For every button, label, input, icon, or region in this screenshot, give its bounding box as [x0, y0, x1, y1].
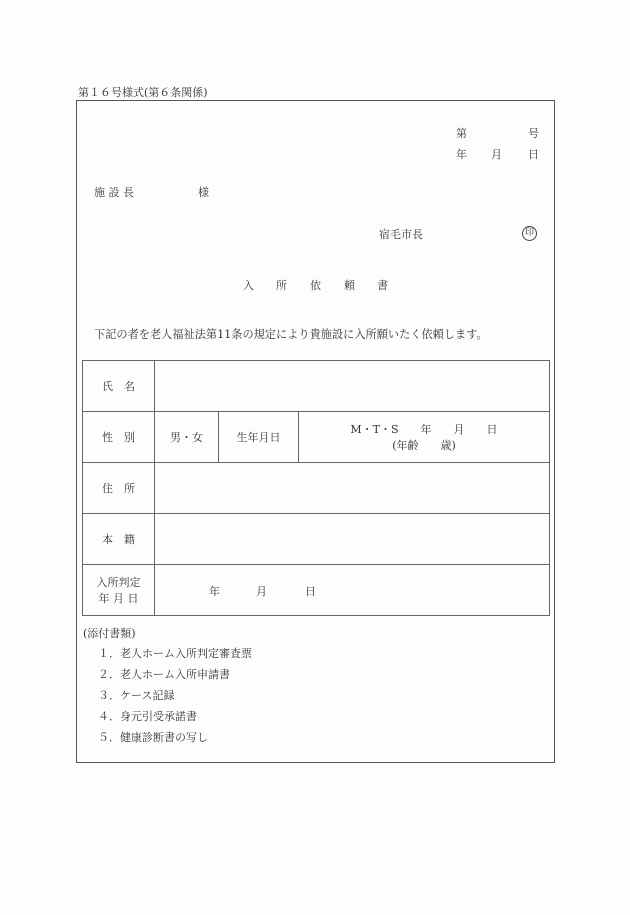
decision-month: 月 — [256, 585, 267, 598]
table-row-decision-date — [83, 565, 550, 616]
number-prefix: 第 — [456, 127, 467, 140]
addressee-honorific: 様 — [198, 186, 209, 199]
title-char-2: 所 — [276, 279, 287, 292]
date-day: 日 — [528, 148, 539, 161]
gender-options[interactable]: 男・女 — [155, 412, 219, 463]
table-row-domicile — [83, 514, 550, 565]
attachment-item: １．老人ホーム入所判定審査票 — [98, 647, 252, 660]
date-month: 月 — [491, 148, 502, 161]
gender-label: 性 別 — [83, 412, 155, 463]
domicile-field[interactable] — [155, 514, 550, 565]
domicile-label: 本 籍 — [83, 514, 155, 565]
birth-field[interactable] — [299, 412, 550, 463]
attachment-item: ３．ケース記録 — [98, 689, 175, 702]
attachment-item: ５．健康診断書の写し — [98, 731, 208, 744]
form-number: 第１６号様式(第６条関係) — [78, 86, 208, 99]
title-char-4: 頼 — [344, 279, 355, 292]
table-row-gender — [83, 412, 550, 463]
addressee-label: 施 設 長 — [94, 186, 134, 199]
decision-day: 日 — [305, 585, 316, 598]
date-year: 年 — [456, 148, 467, 161]
attachments-heading: (添付書類) — [83, 627, 136, 640]
seal-mark — [522, 225, 537, 241]
table-row-address — [83, 463, 550, 514]
name-label: 氏 名 — [83, 361, 155, 412]
decision-year: 年 — [209, 585, 220, 598]
decision-label — [83, 565, 155, 616]
attachment-item: ４．身元引受承諾書 — [98, 710, 197, 723]
name-field[interactable] — [155, 361, 550, 412]
decision-date-field[interactable] — [155, 565, 550, 616]
attachment-item: ２．老人ホーム入所申請書 — [98, 668, 230, 681]
birth-label: 生年月日 — [219, 412, 299, 463]
birth-age: (年齢 歳) — [392, 439, 456, 452]
table-row-name — [83, 361, 550, 412]
title-char-1: 入 — [243, 279, 254, 292]
title-char-3: 依 — [310, 279, 321, 292]
birth-era-date: M・T・S 年 月 日 — [350, 423, 498, 436]
sender-name: 宿毛市長 — [379, 228, 423, 241]
address-field[interactable] — [155, 463, 550, 514]
number-suffix: 号 — [528, 127, 539, 140]
decision-label-line-2: 年 月 日 — [98, 592, 139, 605]
body-text: 下記の者を老人福祉法第11条の規定により貴施設に入所願いたく依頼します。 — [94, 328, 488, 341]
title-char-5: 書 — [377, 279, 388, 292]
applicant-table — [82, 360, 550, 616]
address-label: 住 所 — [83, 463, 155, 514]
seal-icon: 印 — [522, 226, 537, 241]
decision-label-line-1: 入所判定 — [96, 576, 141, 589]
